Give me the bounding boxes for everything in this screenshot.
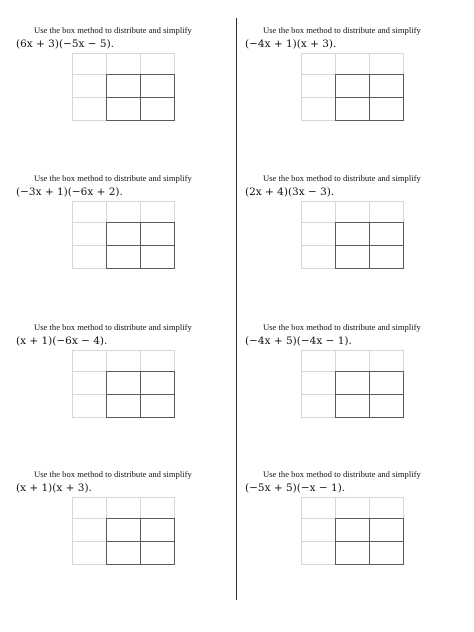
product-cell (335, 222, 370, 246)
grid-label-cell (369, 497, 404, 519)
problem-expression: (−5x + 5)(−x − 1). (245, 482, 346, 494)
grid-label-cell (301, 245, 336, 269)
grid-label-cell (301, 201, 336, 223)
grid-label-cell (106, 53, 141, 75)
problem-expression: (2x + 4)(3x − 3). (245, 186, 335, 198)
problem-3 (16, 168, 226, 308)
product-cell (106, 245, 141, 269)
product-cell (369, 541, 404, 565)
product-cell (369, 371, 404, 395)
product-cell (140, 97, 175, 121)
grid-label-cell (301, 222, 336, 246)
box-method-grid (72, 350, 175, 418)
grid-label-cell (72, 350, 107, 372)
grid-label-cell (335, 350, 370, 372)
product-cell (335, 394, 370, 418)
grid-label-cell (335, 53, 370, 75)
product-cell (335, 97, 370, 121)
grid-label-cell (301, 74, 336, 98)
problem-7 (16, 464, 226, 604)
product-cell (369, 394, 404, 418)
grid-label-cell (369, 350, 404, 372)
product-cell (140, 371, 175, 395)
grid-label-cell (301, 518, 336, 542)
column-divider (236, 18, 237, 600)
product-cell (140, 245, 175, 269)
problem-instruction: Use the box method to distribute and simplify (263, 469, 421, 479)
grid-label-cell (72, 222, 107, 246)
product-cell (369, 97, 404, 121)
problem-2 (245, 20, 455, 160)
product-cell (369, 74, 404, 98)
grid-label-cell (301, 371, 336, 395)
product-cell (106, 394, 141, 418)
grid-label-cell (72, 201, 107, 223)
grid-label-cell (140, 201, 175, 223)
box-method-grid (301, 53, 404, 121)
grid-label-cell (301, 53, 336, 75)
product-cell (106, 74, 141, 98)
product-cell (369, 222, 404, 246)
product-cell (335, 541, 370, 565)
product-cell (369, 245, 404, 269)
problem-expression: (−3x + 1)(−6x + 2). (16, 186, 123, 198)
grid-label-cell (72, 518, 107, 542)
product-cell (335, 74, 370, 98)
problem-instruction: Use the box method to distribute and simplify (34, 25, 192, 35)
grid-label-cell (335, 497, 370, 519)
grid-label-cell (106, 497, 141, 519)
problem-expression: (−4x + 1)(x + 3). (245, 38, 337, 50)
grid-label-cell (72, 97, 107, 121)
grid-label-cell (72, 497, 107, 519)
product-cell (335, 518, 370, 542)
grid-label-cell (106, 350, 141, 372)
product-cell (106, 371, 141, 395)
grid-label-cell (106, 201, 141, 223)
grid-label-cell (301, 394, 336, 418)
problem-instruction: Use the box method to distribute and simplify (263, 173, 421, 183)
grid-label-cell (301, 97, 336, 121)
problem-expression: (−4x + 5)(−4x − 1). (245, 335, 352, 347)
grid-label-cell (140, 497, 175, 519)
problem-instruction: Use the box method to distribute and simplify (34, 322, 192, 332)
grid-label-cell (72, 245, 107, 269)
box-method-grid (72, 201, 175, 269)
product-cell (369, 518, 404, 542)
product-cell (106, 541, 141, 565)
box-method-grid (72, 497, 175, 565)
product-cell (140, 518, 175, 542)
grid-label-cell (72, 394, 107, 418)
box-method-grid (301, 350, 404, 418)
product-cell (106, 518, 141, 542)
problem-1 (16, 20, 226, 160)
grid-label-cell (72, 74, 107, 98)
problem-4 (245, 168, 455, 308)
grid-label-cell (72, 541, 107, 565)
product-cell (335, 371, 370, 395)
product-cell (140, 74, 175, 98)
problem-8 (245, 464, 455, 604)
box-method-grid (301, 497, 404, 565)
grid-label-cell (369, 53, 404, 75)
problem-instruction: Use the box method to distribute and simplify (34, 173, 192, 183)
problem-expression: (x + 1)(−6x − 4). (16, 335, 108, 347)
grid-label-cell (335, 201, 370, 223)
grid-label-cell (301, 350, 336, 372)
product-cell (335, 245, 370, 269)
box-method-grid (301, 201, 404, 269)
product-cell (140, 222, 175, 246)
product-cell (106, 97, 141, 121)
problem-5 (16, 317, 226, 457)
box-method-grid (72, 53, 175, 121)
grid-label-cell (369, 201, 404, 223)
product-cell (140, 541, 175, 565)
problem-instruction: Use the box method to distribute and simplify (263, 25, 421, 35)
product-cell (106, 222, 141, 246)
problem-expression: (6x + 3)(−5x − 5). (16, 38, 115, 50)
product-cell (140, 394, 175, 418)
problem-instruction: Use the box method to distribute and simplify (34, 469, 192, 479)
grid-label-cell (72, 53, 107, 75)
grid-label-cell (140, 350, 175, 372)
grid-label-cell (301, 497, 336, 519)
problem-instruction: Use the box method to distribute and simplify (263, 322, 421, 332)
problem-6 (245, 317, 455, 457)
grid-label-cell (72, 371, 107, 395)
grid-label-cell (301, 541, 336, 565)
problem-expression: (x + 1)(x + 3). (16, 482, 92, 494)
grid-label-cell (140, 53, 175, 75)
